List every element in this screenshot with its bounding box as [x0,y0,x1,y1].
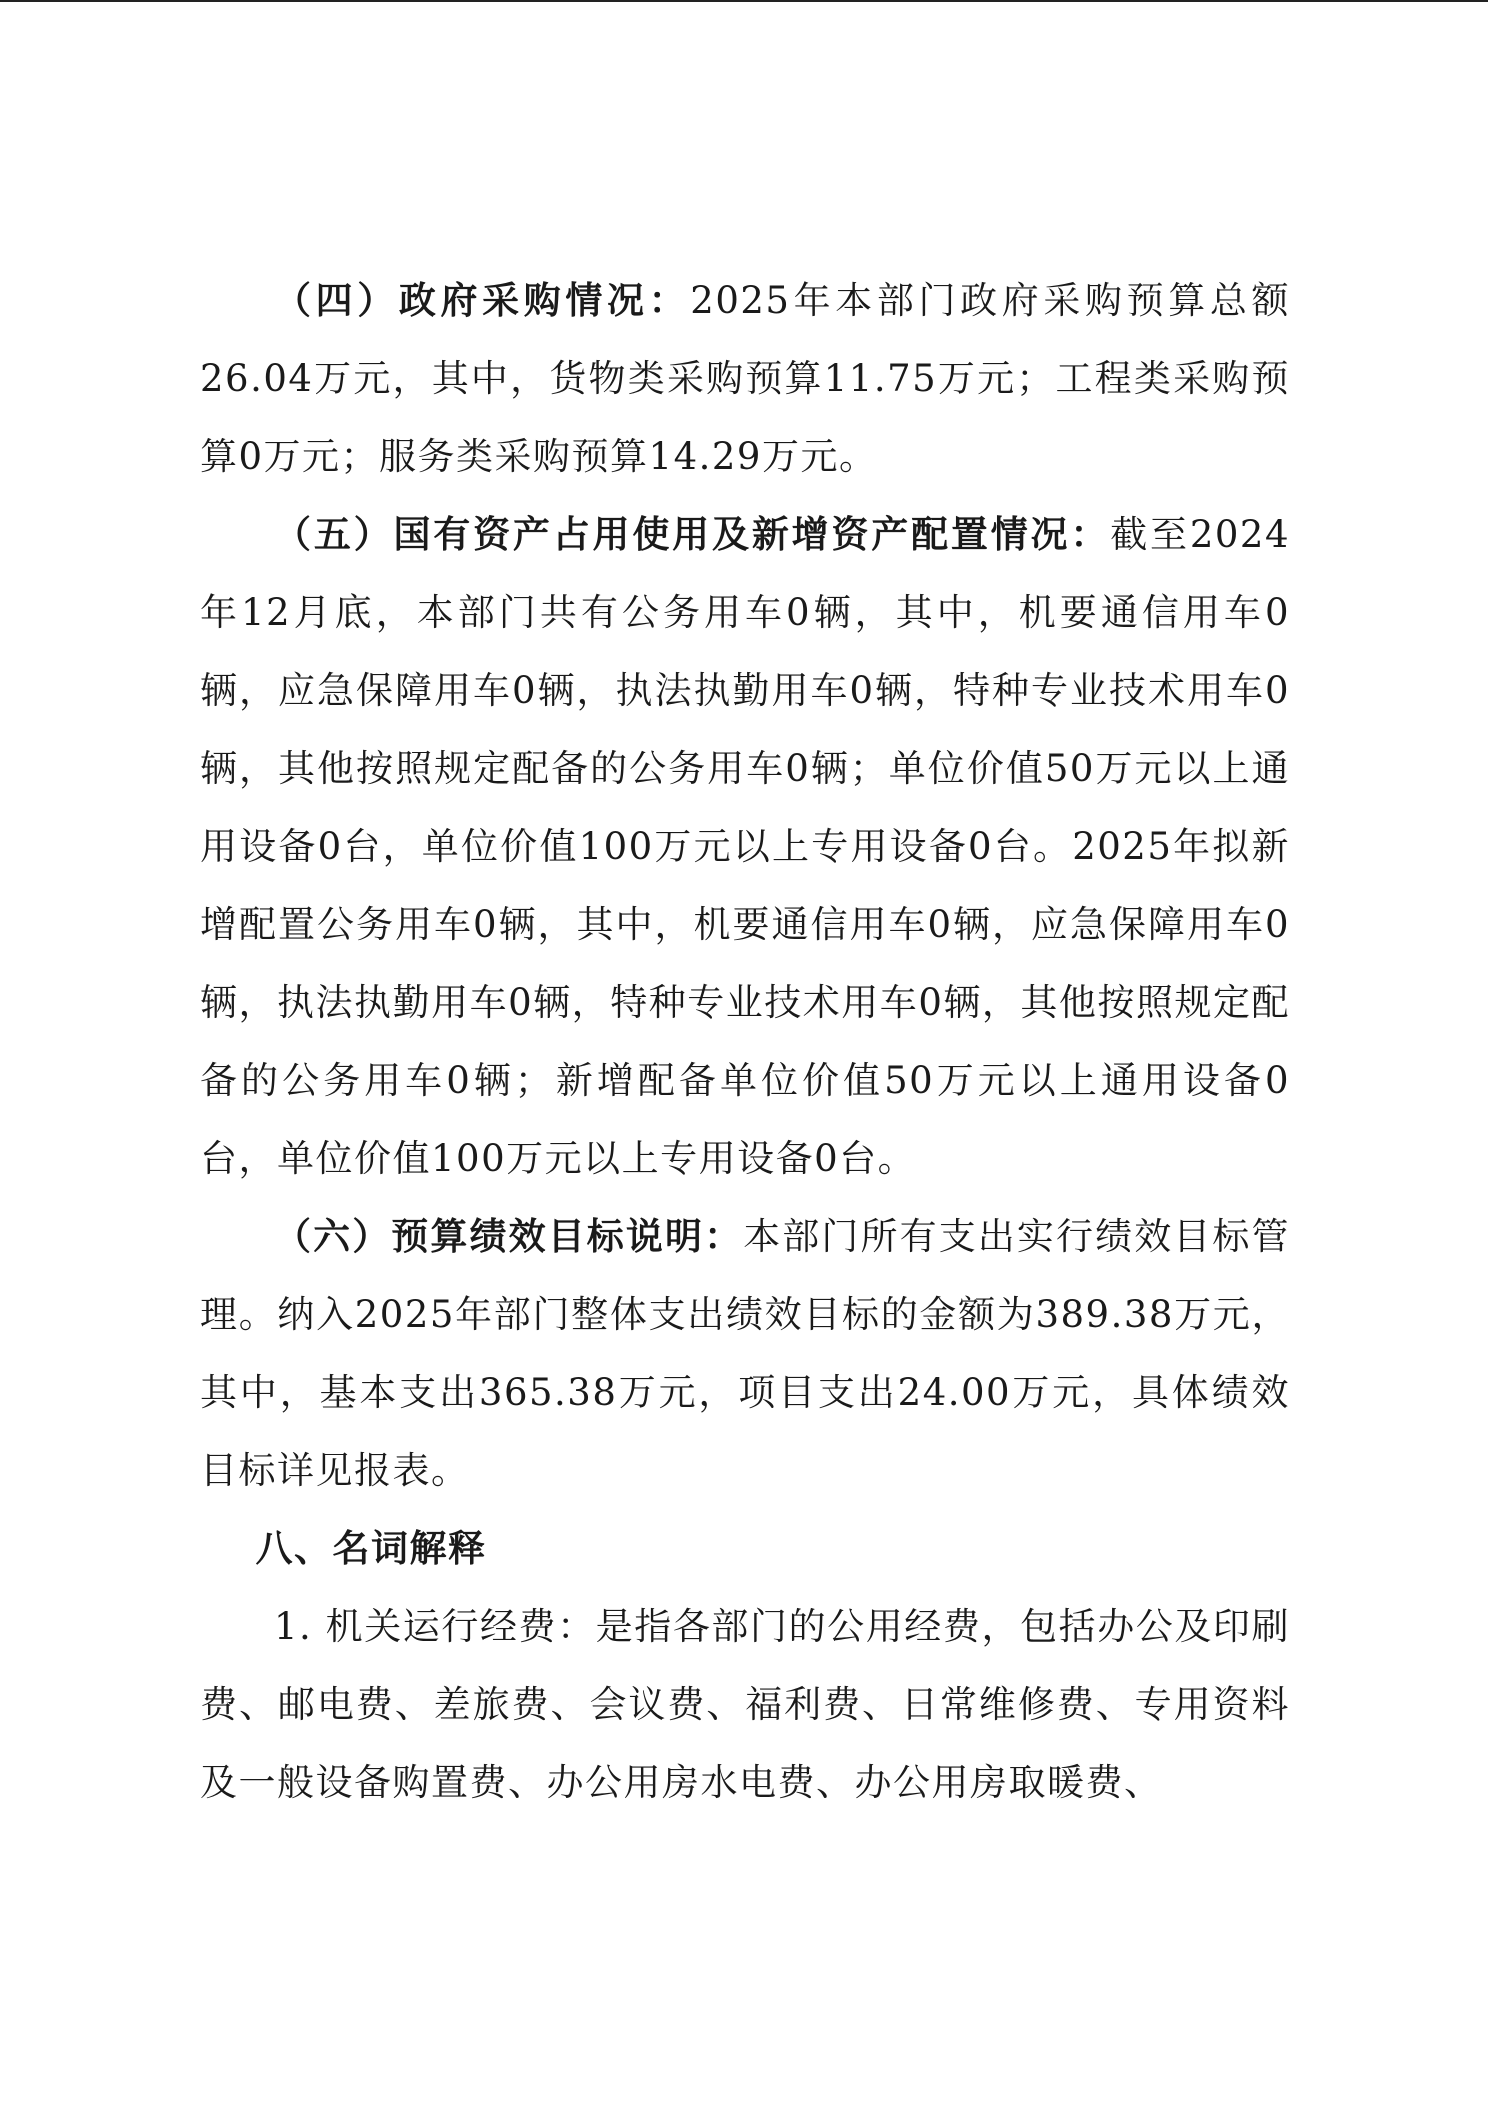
paragraph-text-performance: 本部门所有支出实行绩效目标管理。纳入2025年部门整体支出绩效目标的金额为389.38万元，其中，基本支出365.38万元，项目支出24.00万元，具体绩效目标详见报表。 [200,1215,1291,1492]
paragraph-lead-performance: （六）预算绩效目标说明： [274,1215,744,1258]
paragraph-text-assets: 截至2024年12月底，本部门共有公务用车0辆，其中，机要通信用车0辆，应急保障用车0辆，执法执勤用车0辆，特种专业技术用车0辆，其他按照规定配备的公务用车0辆；单位价值50万元以上通用设备0台，单位价值100万元以上专用设备0台。2025年拟新增配置公务用车0辆，其中，机要通信用车0辆，应急保障用车0辆，执法执勤用车0辆，特种专业技术用车0辆，其他按照规定配备的公务用车0辆；新增配备单位价值50万元以上通用设备0台，单位价值100万元以上专用设备0台。 [200,513,1291,1180]
paragraph-government-procurement [200,262,1290,496]
paragraph-state-assets [200,496,1290,1198]
paragraph-lead-assets: （五）国有资产占用使用及新增资产配置情况： [274,513,1111,556]
paragraph-lead-procurement: （四）政府采购情况： [274,279,691,322]
paragraph-text-procurement: 2025年本部门政府采购预算总额26.04万元，其中，货物类采购预算11.75万元；工程类采购预算0万元；服务类采购预算14.29万元。 [200,279,1291,478]
top-border-line [0,0,1488,2]
section-heading: 八、名词解释 [255,1527,487,1570]
document-body [200,262,1290,1822]
definition-paragraph: 1. 机关运行经费：是指各部门的公用经费，包括办公及印刷费、邮电费、差旅费、会议费、福利费、日常维修费、专用资料及一般设备购置费、办公用房水电费、办公用房取暖费、 [200,1605,1290,1804]
paragraph-performance-targets [200,1198,1290,1510]
